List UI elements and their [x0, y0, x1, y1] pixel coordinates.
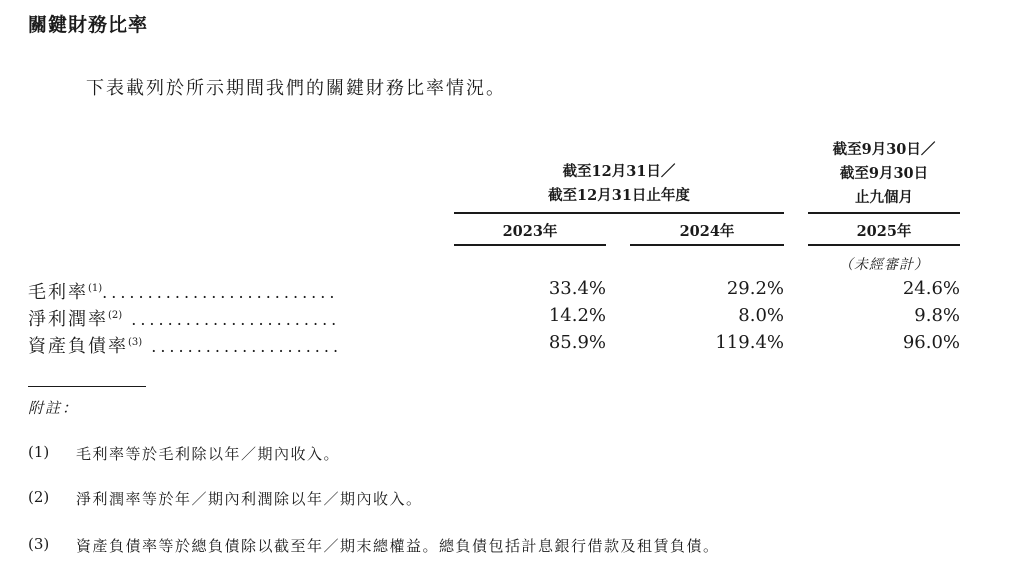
section-title: 關鍵財務比率 [28, 14, 149, 36]
year-2024-rule [630, 244, 784, 246]
year-2024: 2024年 [679, 223, 735, 240]
row-label-text: 資產負債率 [28, 336, 128, 357]
cell-debt-ratio-2023: 85.9% [548, 332, 606, 353]
row-label-text: 毛利率 [28, 282, 88, 303]
header-line: 止九個月 [855, 189, 913, 206]
cell-net-margin-2024: 8.0% [738, 305, 784, 326]
year-2023-rule [454, 244, 606, 246]
leader-dots: .......................... [102, 283, 339, 302]
footnote-divider [28, 386, 146, 387]
note-number: (3) [28, 535, 50, 553]
notes-heading: 附註： [28, 399, 80, 417]
header-line: 截至9月30日／ [832, 141, 936, 158]
row-label-gross-margin [28, 278, 338, 304]
note-text: 毛利率等於毛利除以年／期內收入。 [76, 445, 341, 463]
header-line: 截至9月30日 [839, 165, 929, 182]
cell-net-margin-2023: 14.2% [548, 305, 606, 326]
header-line: 截至12月31日／ [562, 163, 676, 180]
header-line: 截至12月31日止年度 [548, 187, 690, 204]
unaudited-label: （未經審計） [839, 257, 929, 273]
row-label-debt-ratio [28, 332, 342, 358]
nine-month-header-rule [808, 212, 960, 214]
note-text: 資產負債率等於總負債除以截至年／期末總權益。總負債包括計息銀行借款及租賃負債。 [76, 537, 720, 555]
cell-gross-margin-2024: 29.2% [726, 278, 784, 299]
cell-gross-margin-2023: 33.4% [548, 278, 606, 299]
footnote-ref: (1) [88, 283, 103, 294]
cell-debt-ratio-2025: 96.0% [902, 332, 960, 353]
note-number: (2) [28, 488, 50, 506]
footnote-ref: (2) [108, 310, 123, 321]
year-end-group-header [454, 160, 784, 208]
year-2025: 2025年 [856, 223, 912, 240]
note-text: 淨利潤率等於年／期內利潤除以年／期內收入。 [76, 490, 423, 508]
year-2023: 2023年 [502, 223, 558, 240]
intro-paragraph: 下表載列於所示期間我們的關鍵財務比率情況。 [86, 78, 506, 99]
cell-net-margin-2025: 9.8% [914, 305, 960, 326]
leader-dots: ..................... [142, 337, 343, 356]
group-header-rule [454, 212, 784, 214]
row-label-text: 淨利潤率 [28, 309, 108, 330]
row-label-net-margin [28, 305, 340, 331]
nine-month-header [808, 138, 960, 210]
note-number: (1) [28, 443, 50, 461]
footnote-ref: (3) [128, 337, 143, 348]
cell-debt-ratio-2024: 119.4% [715, 332, 784, 353]
year-2025-rule [808, 244, 960, 246]
leader-dots: ....................... [122, 310, 341, 329]
cell-gross-margin-2025: 24.6% [902, 278, 960, 299]
